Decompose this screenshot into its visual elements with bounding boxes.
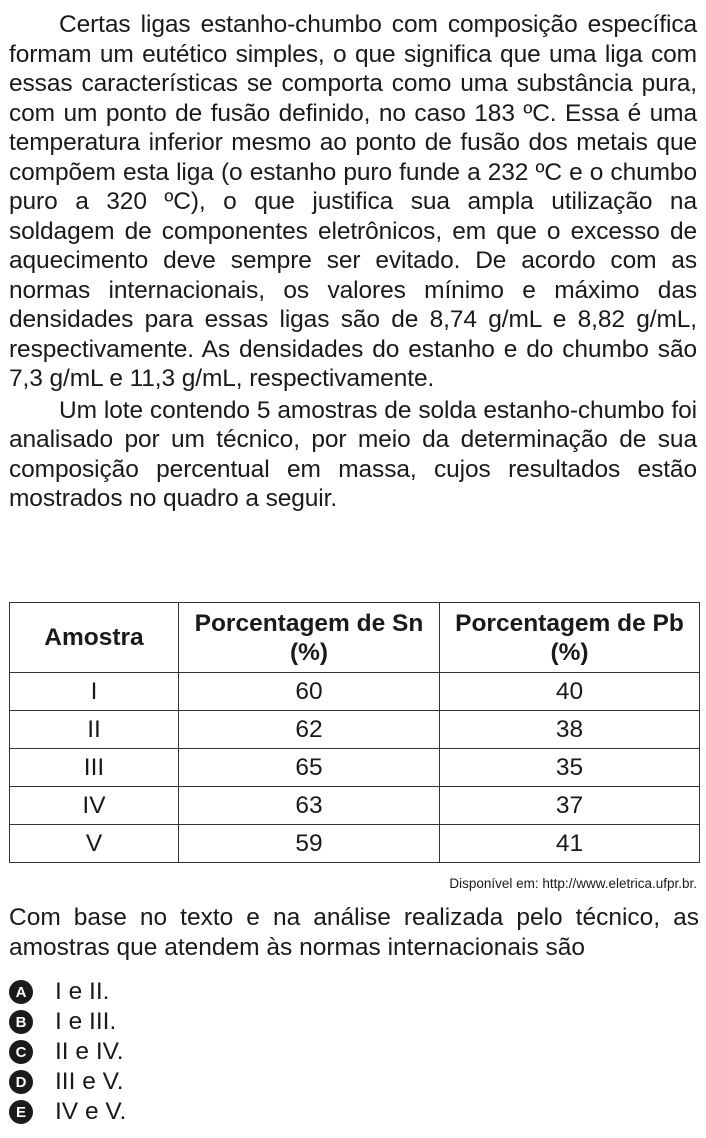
context-paragraph: Um lote contendo 5 amostras de solda estanho-chumbo foi analisado por um técnico, por meio da determinação de sua composição percentual em massa, cujos resultados estão mostrados no quadro a seguir.: [9, 396, 697, 512]
cell-sn: 59: [179, 825, 440, 863]
option-letter-badge: D: [9, 1070, 33, 1094]
cell-amostra: III: [10, 749, 179, 787]
source-citation: Disponível em: http://www.eletrica.ufpr.br.: [449, 876, 697, 891]
table-header-row: [10, 603, 700, 673]
option-letter-badge: E: [9, 1100, 33, 1124]
option-letter-badge: A: [9, 980, 33, 1004]
cell-sn: 63: [179, 787, 440, 825]
option-text: I e II.: [55, 978, 110, 1005]
option-a[interactable]: [9, 977, 126, 1007]
cell-pb: 38: [440, 711, 700, 749]
cell-sn: 60: [179, 673, 440, 711]
option-letter-badge: C: [9, 1040, 33, 1064]
option-letter-badge: B: [9, 1010, 33, 1034]
option-e[interactable]: [9, 1097, 126, 1127]
cell-amostra: II: [10, 711, 179, 749]
table-row: [10, 787, 700, 825]
table-row: [10, 749, 700, 787]
cell-amostra: V: [10, 825, 179, 863]
option-c[interactable]: [9, 1037, 126, 1067]
cell-sn: 62: [179, 711, 440, 749]
table-row: [10, 825, 700, 863]
cell-amostra: I: [10, 673, 179, 711]
cell-pb: 37: [440, 787, 700, 825]
header-pb-percent: Porcentagem de Pb (%): [440, 603, 700, 673]
option-text: III e V.: [55, 1068, 124, 1095]
answer-options: [9, 977, 126, 1127]
question-stem: Com base no texto e na análise realizada pelo técnico, as amostras que atendem às normas internacionais são: [9, 904, 699, 961]
option-text: IV e V.: [55, 1098, 127, 1125]
composition-table: [9, 602, 700, 863]
cell-pb: 40: [440, 673, 700, 711]
cell-pb: 41: [440, 825, 700, 863]
option-d[interactable]: [9, 1067, 126, 1097]
intro-paragraph: Certas ligas estanho-chumbo com composição específica formam um eutético simples, o que significa que uma liga com essas características se comporta como uma substância pura, com um ponto de fusão definido, no caso 183 ºC. Essa é uma temperatura inferior mesmo ao ponto de fusão dos metais que compõem esta liga (o estanho puro funde a 232 ºC e o chumbo puro a 320 ºC), o que justifica sua ampla utilização na soldagem de componentes eletrônicos, em que o excesso de aquecimento deve sempre ser evitado. De acordo com as normas internacionais, os valores mínimo e máximo das densidades para essas ligas são de 8,74 g/mL e 8,82 g/mL, respectivamente. As densidades do estanho e do chumbo são 7,3 g/mL e 11,3 g/mL, respectivamente.: [9, 11, 697, 392]
cell-pb: 35: [440, 749, 700, 787]
header-amostra: Amostra: [10, 603, 179, 673]
cell-sn: 65: [179, 749, 440, 787]
header-sn-percent: Porcentagem de Sn (%): [179, 603, 440, 673]
option-b[interactable]: [9, 1007, 126, 1037]
option-text: I e III.: [55, 1008, 117, 1035]
option-text: II e IV.: [55, 1038, 124, 1065]
table-row: [10, 673, 700, 711]
table-row: [10, 711, 700, 749]
cell-amostra: IV: [10, 787, 179, 825]
